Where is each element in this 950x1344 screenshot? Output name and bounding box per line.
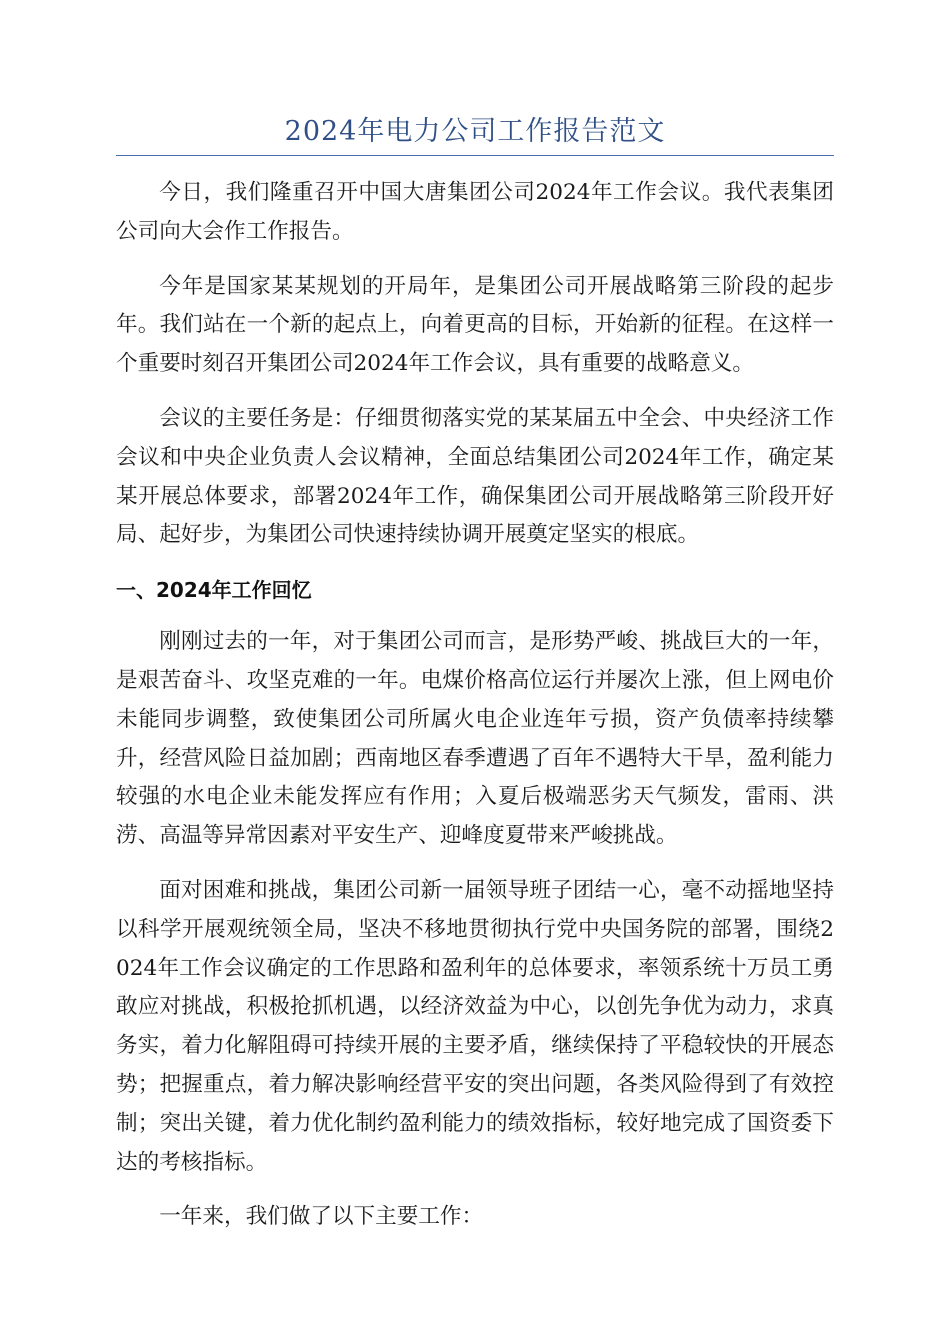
title-underline [116,155,834,156]
document-body [116,174,834,1253]
paragraph-review-response: 面对困难和挑战，集团公司新一届领导班子团结一心，毫不动摇地坚持以科学开展观统领全局，坚决不移地贯彻执行党中央国务院的部署，围绕2024年工作会议确定的工作思路和盈利年的总体要求，率领系统十万员工勇敢应对挑战，积极抢抓机遇，以经济效益为中心，以创先争优为动力，求真务实，着力化解阻碍可持续开展的主要矛盾，继续保持了平稳较快的开展态势；把握重点，着力解决影响经营平安的突出问题，各类风险得到了有效控制；突出关键，着力优化制约盈利能力的绩效指标，较好地完成了国资委下达的考核指标。 [116,877,834,1175]
paragraph-main-work-intro: 一年来，我们做了以下主要工作： [159,1204,484,1230]
paragraph-significance: 今年是国家某某规划的开局年，是集团公司开展战略第三阶段的起步年。我们站在一个新的起点上，向着更高的目标，开始新的征程。在这样一个重要时刻召开集团公司2024年工作会议，具有重要的战略意义。 [116,273,834,377]
paragraph-opening: 今日，我们隆重召开中国大唐集团公司2024年工作会议。我代表集团公司向大会作工作报告。 [116,180,834,244]
section-heading: 一、2024年工作回忆 [116,578,312,603]
paragraph-review-challenges: 刚刚过去的一年，对于集团公司而言，是形势严峻、挑战巨大的一年，是艰苦奋斗、攻坚克难的一年。电煤价格高位运行并屡次上涨，但上网电价未能同步调整，致使集团公司所属火电企业连年亏损，资产负债率持续攀升，经营风险日益加剧；西南地区春季遭遇了百年不遇特大干旱，盈利能力较强的水电企业未能发挥应有作用；入夏后极端恶劣天气频发，雷雨、洪涝、高温等异常因素对平安生产、迎峰度夏带来严峻挑战。 [116,629,834,849]
document-title: 2024年电力公司工作报告范文 [284,116,666,147]
paragraph-main-tasks: 会议的主要任务是：仔细贯彻落实党的某某届五中全会、中央经济工作会议和中央企业负责人会议精神，全面总结集团公司2024年工作，确定某某开展总体要求，部署2024年工作，确保集团公司开展战略第三阶段开好局、起好步，为集团公司快速持续协调开展奠定坚实的根底。 [116,405,834,548]
